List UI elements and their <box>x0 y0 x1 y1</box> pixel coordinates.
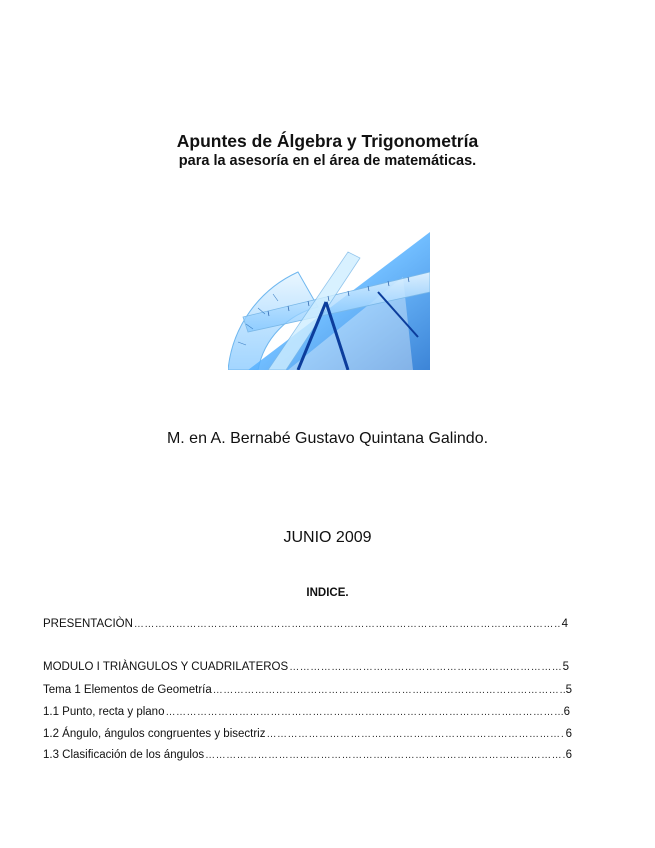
author-line: M. en A. Bernabé Gustavo Quintana Galindo. <box>166 430 489 447</box>
document-date: JUNIO 2009 <box>283 529 372 546</box>
toc-entry-page: 5 <box>562 661 569 673</box>
document-subtitle: para la asesoría en el área de matemáticas. <box>178 153 477 169</box>
index-heading: INDICE. <box>306 587 349 599</box>
toc-leader-dots <box>266 729 564 740</box>
toc-entry-page: 5 <box>565 684 572 696</box>
toc-entry-label: Tema 1 Elementos de Geometría <box>43 684 212 696</box>
toc-leader-dots <box>289 662 561 673</box>
toc-entry-page: 6 <box>563 706 570 718</box>
toc-entry <box>43 728 572 740</box>
toc-entry <box>43 749 572 761</box>
toc-entry <box>43 706 570 718</box>
toc-entry-page: 4 <box>561 618 568 630</box>
toc-entry-label: MODULO I TRIÀNGULOS Y CUADRILATEROS <box>43 661 289 673</box>
toc-leader-dots <box>213 685 565 696</box>
toc-leader-dots <box>134 619 561 630</box>
toc-entry <box>43 618 568 630</box>
toc-entry <box>43 684 572 696</box>
toc-entry <box>43 661 569 673</box>
toc-entry-label: 1.3 Clasificación de los ángulos <box>43 749 205 761</box>
toc-leader-dots <box>165 707 562 718</box>
toc-leader-dots <box>205 750 564 761</box>
toc-entry-label: 1.1 Punto, recta y plano <box>43 706 165 718</box>
toc-entry-label: PRESENTACIÒN <box>43 618 133 630</box>
geometry-rulers-illustration <box>228 232 430 370</box>
toc-entry-page: 6 <box>565 728 572 740</box>
toc-entry-page: 6 <box>565 749 572 761</box>
document-title: Apuntes de Álgebra y Trigonometría <box>176 131 479 151</box>
toc-entry-label: 1.2 Ángulo, ángulos congruentes y bisectriz <box>43 728 266 740</box>
